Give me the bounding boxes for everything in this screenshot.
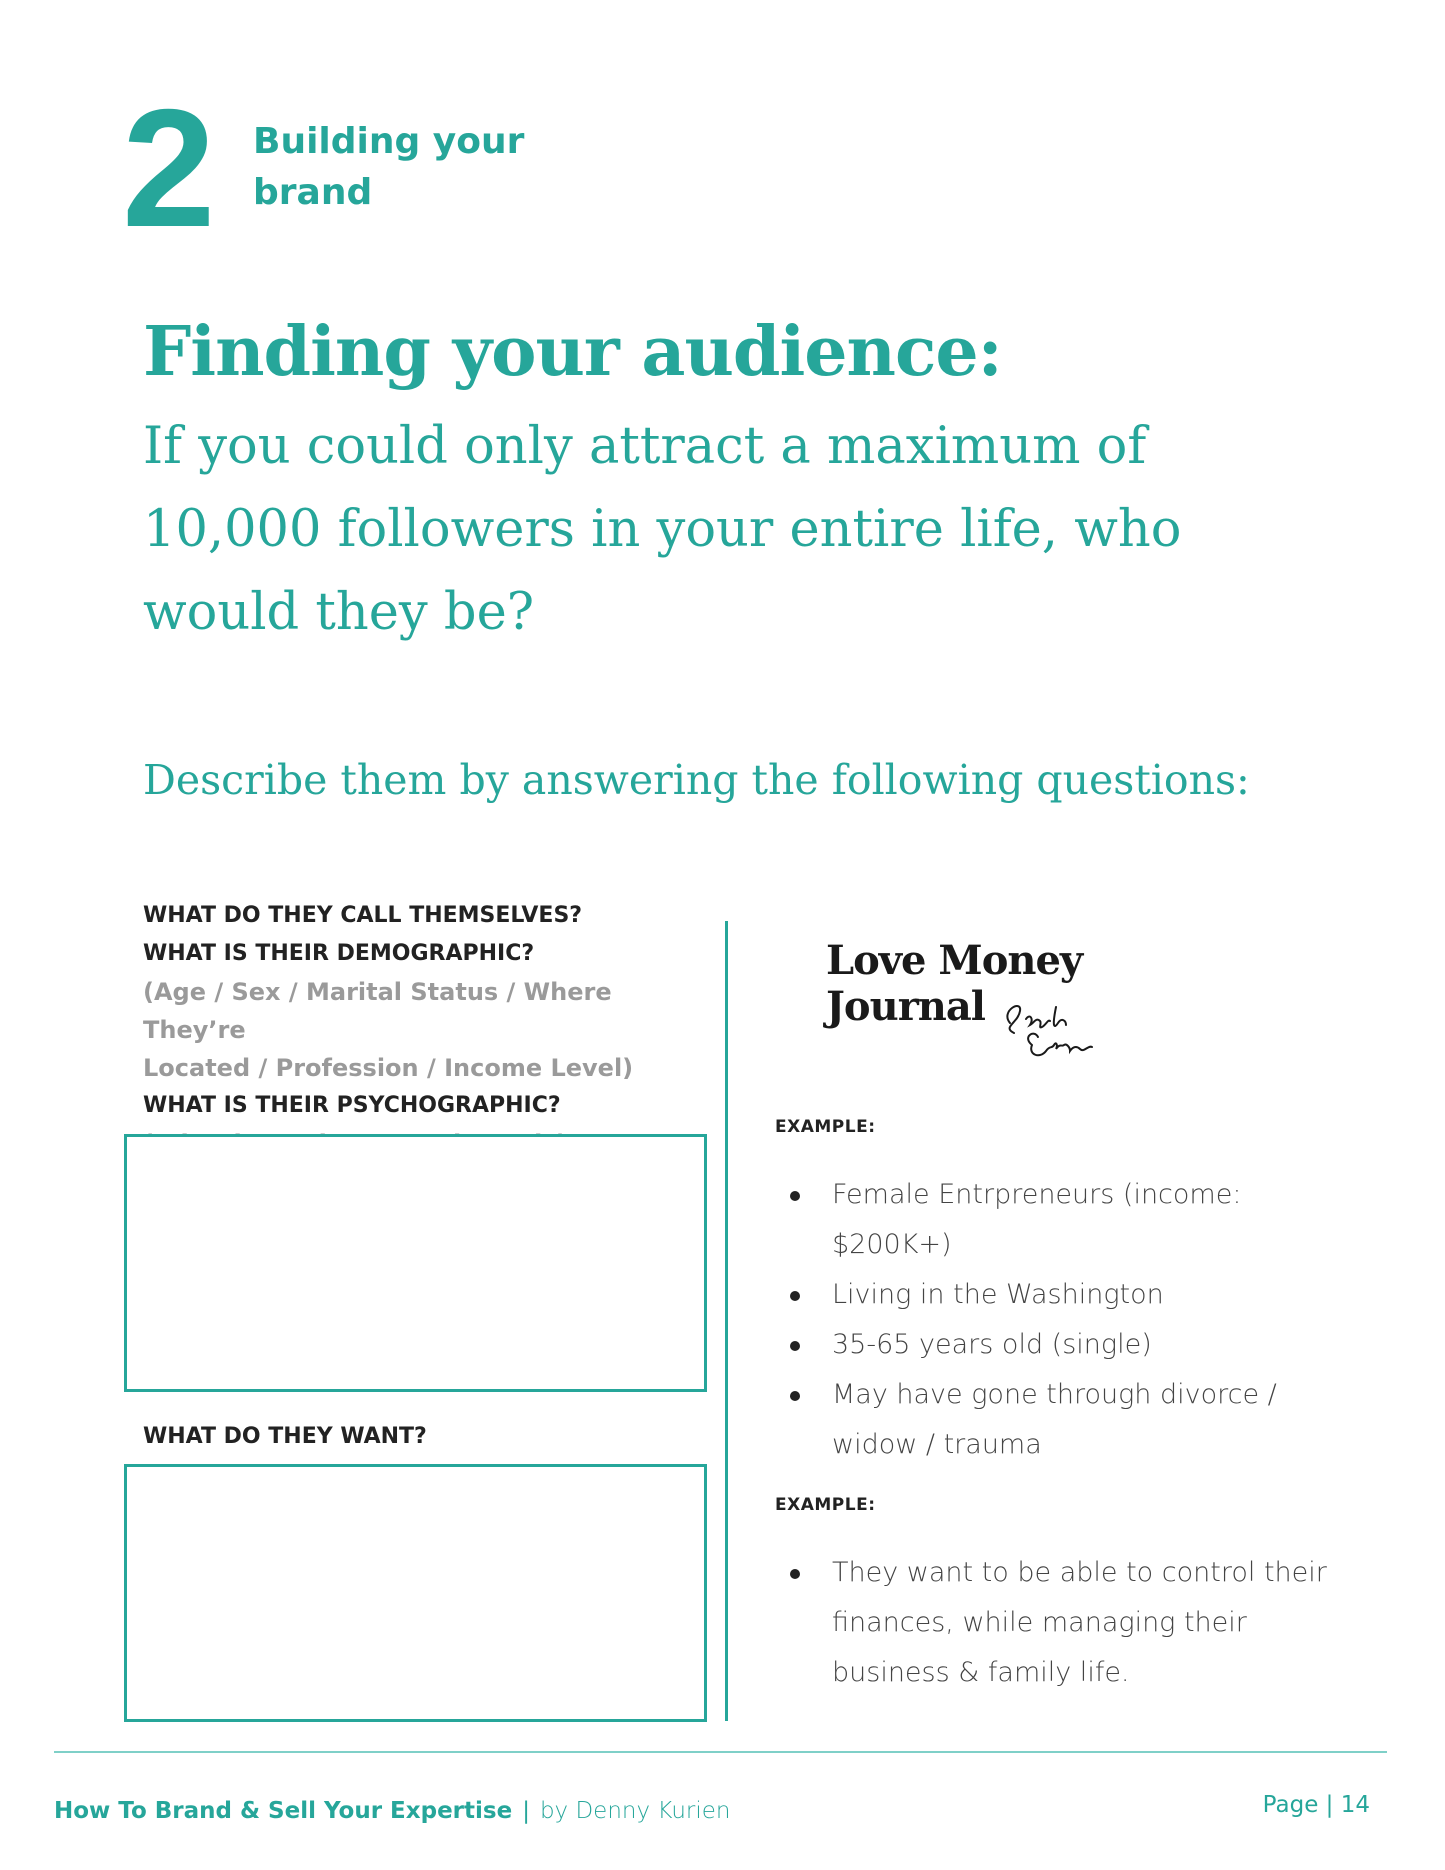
list-item: May have gone through divorce / widow / trauma <box>790 1370 1350 1470</box>
example-list-1 <box>790 1170 1350 1470</box>
page-number: Page | 14 <box>1262 1792 1370 1818</box>
list-item: They want to be able to control their finances, while managing their business & family life. <box>790 1548 1350 1698</box>
list-item: Living in the Washington <box>790 1270 1350 1320</box>
want-answer-box[interactable] <box>124 1464 707 1722</box>
example-label-1: EXAMPLE: <box>775 1117 876 1137</box>
column-divider <box>725 921 728 1721</box>
example-label-2: EXAMPLE: <box>775 1495 876 1515</box>
bullet-icon <box>790 1341 800 1351</box>
footer-separator: | <box>522 1798 530 1824</box>
question-want: WHAT DO THEY WANT? <box>143 1424 427 1449</box>
page-subtitle: If you could only attract a maximum of 10,000 followers in your entire life, who would they be? <box>143 417 1182 642</box>
logo-line1: Love Money <box>826 937 1083 984</box>
list-item: Female Entrpreneurs (income: $200K+) <box>790 1170 1350 1270</box>
question-psychographic: WHAT IS THEIR PSYCHOGRAPHIC? <box>143 1093 561 1118</box>
audience-answer-box[interactable] <box>124 1134 707 1392</box>
bullet-icon <box>790 1191 800 1201</box>
chapter-title-line2: brand <box>253 172 373 213</box>
footer-author: by Denny Kurien <box>539 1798 731 1824</box>
bullet-icon <box>790 1569 800 1579</box>
footer-book-title: How To Brand & Sell Your Expertise <box>54 1798 513 1824</box>
demographic-hint-line2: Located / Profession / Income Level) <box>143 1054 634 1082</box>
bullet-icon <box>790 1291 800 1301</box>
footer-title-block <box>54 1794 731 1828</box>
questions-block <box>143 897 703 1163</box>
logo-line2: Journal <box>826 983 985 1030</box>
love-money-journal-logo <box>826 938 1126 1068</box>
list-item: 35-65 years old (single) <box>790 1320 1350 1370</box>
bullet-icon <box>790 1391 800 1401</box>
question-call-themselves: WHAT DO THEY CALL THEMSELVES? <box>143 903 583 928</box>
chapter-title-line1: Building your <box>253 121 525 162</box>
page-title: Finding your audience: <box>143 312 1002 392</box>
chapter-title <box>253 116 583 218</box>
chapter-number: 2 <box>122 74 212 262</box>
signature-mark <box>992 993 1102 1063</box>
describe-prompt: Describe them by answering the following questions: <box>143 756 1250 804</box>
question-demographic: WHAT IS THEIR DEMOGRAPHIC? <box>143 941 535 966</box>
demographic-hint-line1: (Age / Sex / Marital Status / Where They’re <box>143 978 612 1044</box>
example-list-2 <box>790 1548 1350 1698</box>
footer-divider <box>54 1751 1387 1753</box>
